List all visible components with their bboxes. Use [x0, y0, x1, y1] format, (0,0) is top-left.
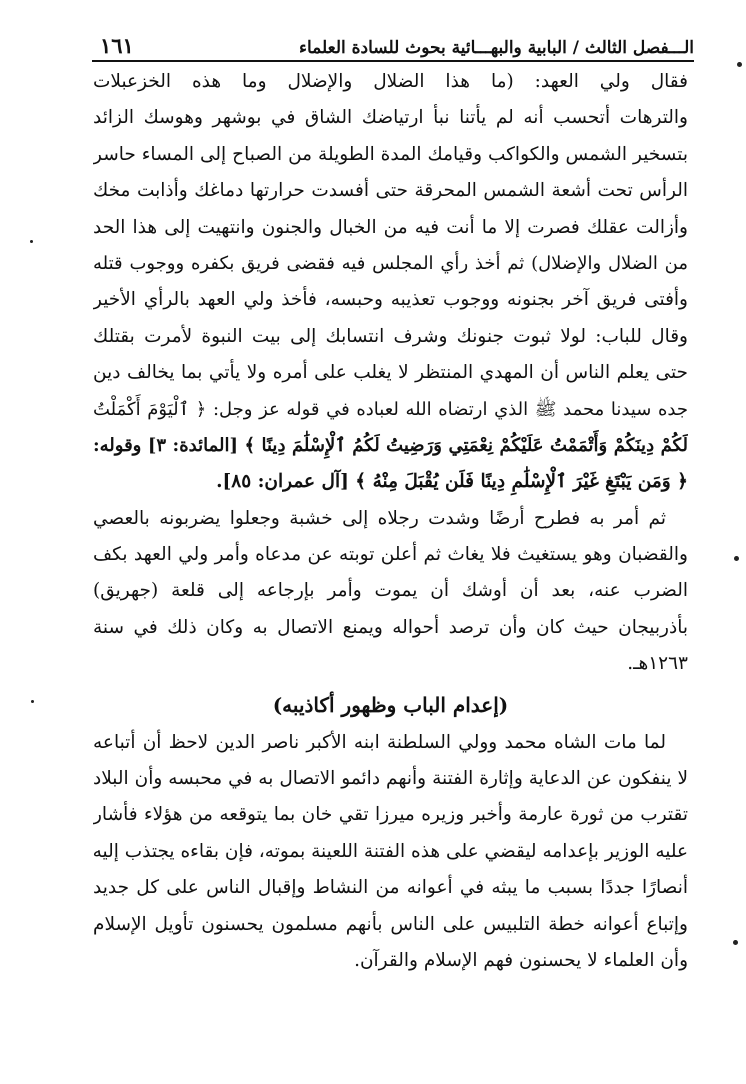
text-line: الضرب عنه، بعد أن أوشك أن يموت وأمر بإرجاعه إلى قلعة (جهريق) [93, 580, 688, 602]
scan-speck [733, 940, 738, 945]
quran-verse-line: ﴿ وَمَن يَبْتَغِ غَيْرَ ٱلْإِسْلَٰمِ دِينًا فَلَن يُقْبَلَ مِنْهُ ﴾ [آل عمران: ٨٥]. [216, 471, 688, 493]
section-heading: (إعدام الباب وظهور أكاذيبه) [272, 692, 509, 717]
paragraph-2 [93, 501, 688, 683]
text-line: وقال للباب: لولا ثبوت جنونك وشرف انتسابك إلى بيت النبوة لأمرت بقتلك [93, 325, 688, 347]
text-line: حتى يعلم الناس أن المهدي المنتظر لا يغلب على أمره ولا يأتي بما يخالف دين [93, 362, 688, 384]
page-header [92, 22, 694, 62]
text-line: والقضبان وهو يستغيث فلا يغاث ثم أعلن توبته عن مدعاه وأمر ولي العهد بكف [93, 544, 688, 566]
text-line: فقال ولي العهد: (ما هذا الضلال والإضلال وما هذه الخزعبلات [93, 71, 688, 92]
paragraph-1 [93, 64, 688, 501]
text-line: لما مات الشاه محمد وولي السلطنة ابنه الأكبر ناصر الدين لاحظ أن أتباعه [93, 731, 666, 753]
scan-speck [31, 700, 34, 703]
scan-speck [734, 556, 739, 561]
text-line: عليه الوزير بإعدامه ليقضي على هذه الفتنة اللعينة بموته، فإن بقاءه يجتذب إليه [93, 840, 688, 862]
text-line: وأفتى فريق آخر بجنونه ووجوب تعذيبه وحبسه، فأخذ ولي العهد بالرأي الأخير [93, 289, 688, 311]
text-line: الرأس تحت أشعة الشمس المحرقة حتى أفسدت حرارتها دماغك وأذابت مخك [93, 180, 688, 202]
page-body [93, 64, 688, 979]
text-line: وأزالت عقلك فصرت إلا ما أنت فيه من الخبال والجنون وانتهيت إلى هذا الحد [93, 216, 688, 238]
paragraph-3 [93, 725, 688, 980]
text-line: وإتباع أعوانه خطة التلبيس على الناس بأنهم مسلمون يحسنون تأويل الإسلام [93, 913, 688, 935]
text-line: ١٢٦٣هـ. [627, 653, 688, 675]
text-line: والترهات أتحسب أنه لم يأتنا نبأ ارتياضك الشاق في بوشهر وهوسك الزائد [93, 107, 688, 129]
text-line: من الضلال والإضلال) ثم أخذ رأي المجلس فيه فقضى فريق بكفره ووجوب قتله [93, 252, 688, 274]
text-line: جده سيدنا محمد ﷺ الذي ارتضاه الله لعباده في قوله عز وجل: ﴿ ٱلْيَوْمَ أَكْمَلْتُ [93, 398, 688, 420]
text-line: لا ينفكون عن الدعاية وإثارة الفتنة وأنهم دائمو الاتصال به في محبسه وأن البلاد [93, 768, 688, 790]
text-line: بأذربيجان حيث كان وأن ترصد أحواله ويمنع الاتصال به وكان ذلك في سنة [93, 616, 688, 638]
text-line: أنصارًا جددًا بسبب ما يبثه في أعوانه من النشاط وإقبال الناس على كل جديد [93, 877, 688, 899]
quran-verse-line: لَكُمْ دِينَكُمْ وَأَتْمَمْتُ عَلَيْكُمْ نِعْمَتِي وَرَضِيتُ لَكُمُ ٱلْإِسْلَٰمَ دِينًا ﴾ [المائدة: ٣] وقوله: [93, 434, 688, 456]
text-line: وأن العلماء لا يحسنون فهم الإسلام والقرآن. [354, 949, 688, 971]
page-number: ١٦١ [100, 33, 134, 58]
text-line: بتسخير الشمس والكواكب وقيامك المدة الطويلة من الصباح إلى المساء حاسر [93, 143, 688, 165]
chapter-title: الـــفصل الثالث / البابية والبهـــائية بحوث للسادة العلماء [298, 38, 694, 58]
text-line: تقترب من ثورة عارمة وأخبر وزيره ميرزا تقي خان بما يتوقعه من هؤلاء فأشار [93, 804, 688, 826]
scan-speck [737, 62, 742, 67]
text-line: ثم أمر به فطرح أرضًا وشدت رجلاه إلى خشبة وجعلوا يضربونه بالعصي [93, 507, 666, 529]
scan-speck [30, 240, 33, 243]
